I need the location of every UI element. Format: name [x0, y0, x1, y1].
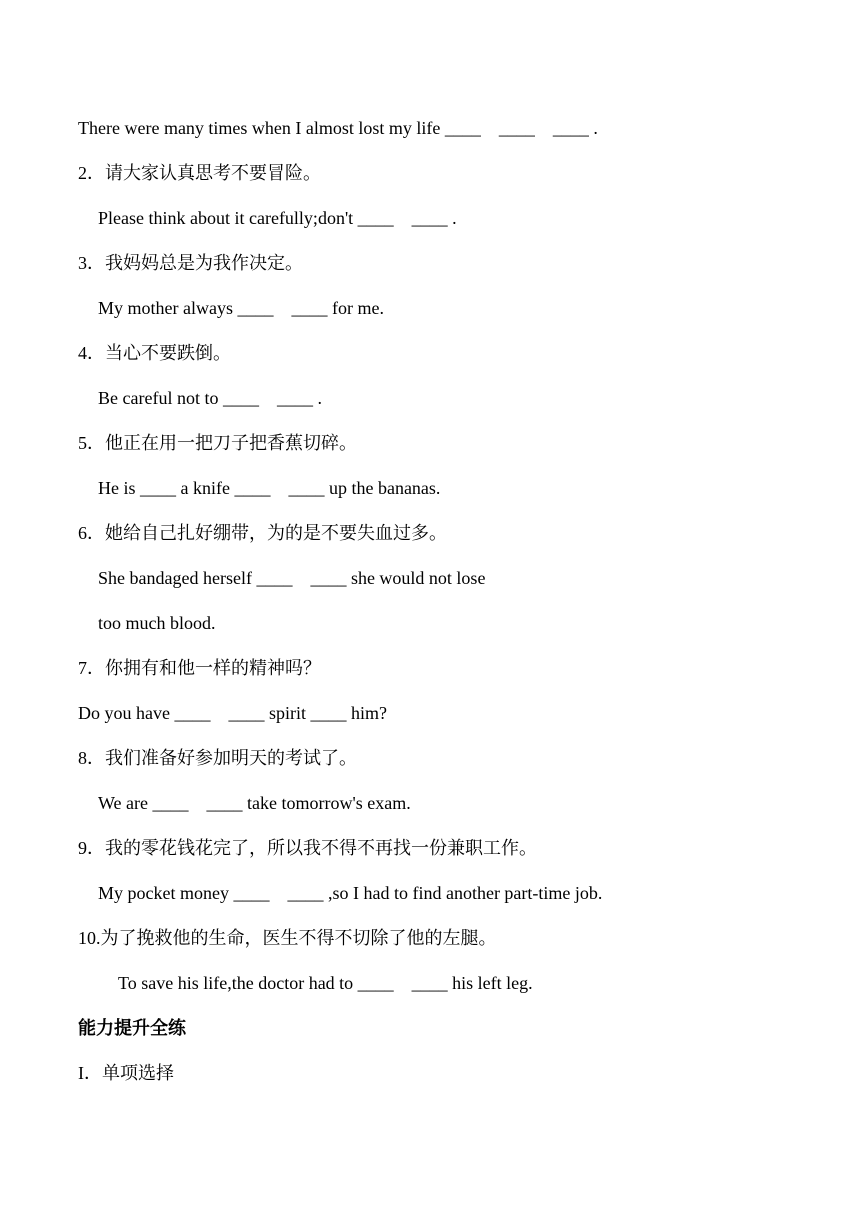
question-9-chinese: 9．我的零花钱花完了，所以我不得不再找一份兼职工作。: [78, 838, 537, 858]
question-8-chinese: 8．我们准备好参加明天的考试了。: [78, 748, 357, 768]
question-6-chinese: 6．她给自己扎好绷带，为的是不要失血过多。: [78, 523, 447, 543]
question-6-english: She bandaged herself ____ ____ she would not lose: [98, 568, 486, 588]
question-4-chinese: 4．当心不要跌倒。: [78, 343, 231, 363]
question-4-english: Be careful not to ____ ____ .: [98, 388, 322, 408]
section-title: 能力提升全练: [78, 1018, 186, 1038]
question-7-chinese: 7．你拥有和他一样的精神吗？: [78, 658, 321, 678]
question-8-english: We are ____ ____ take tomorrow's exam.: [98, 793, 411, 813]
question-2-chinese: 2．请大家认真思考不要冒险。: [78, 163, 321, 183]
question-3-english: My mother always ____ ____ for me.: [98, 298, 384, 318]
question-9-english: My pocket money ____ ____ ,so I had to find another part-time job.: [98, 883, 603, 903]
question-3-chinese: 3．我妈妈总是为我作决定。: [78, 253, 303, 273]
question-7-english: Do you have ____ ____ spirit ____ him?: [78, 703, 387, 723]
question-5-chinese: 5．他正在用一把刀子把香蕉切碎。: [78, 433, 357, 453]
answer-line-1: There were many times when I almost lost my life ____ ____ ____ .: [78, 118, 598, 138]
question-5-english: He is ____ a knife ____ ____ up the bananas.: [98, 478, 441, 498]
question-10-english: To save his life,the doctor had to ____ ____ his left leg.: [118, 973, 533, 993]
question-6-english-cont: too much blood.: [98, 613, 216, 633]
question-10-chinese: 10.为了挽救他的生命，医生不得不切除了他的左腿。: [78, 928, 497, 948]
subsection-title: I．单项选择: [78, 1063, 174, 1083]
question-2-english: Please think about it carefully;don't ____ ____ .: [98, 208, 457, 228]
